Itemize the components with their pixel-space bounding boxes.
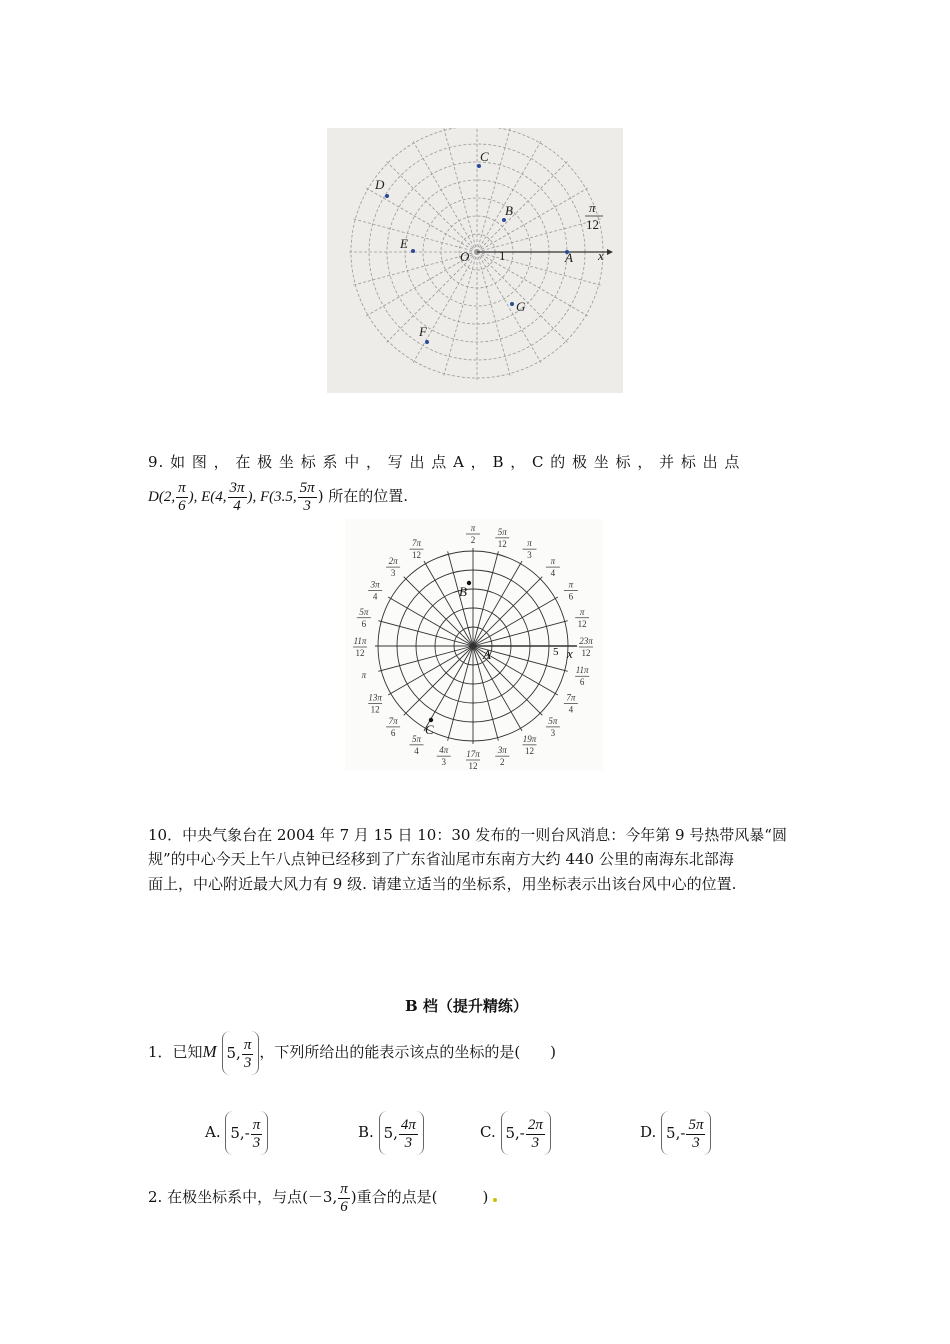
angle-label <box>437 745 451 767</box>
svg-text:3: 3 <box>441 757 447 768</box>
grid-ray <box>404 646 473 715</box>
angle-label <box>523 734 537 756</box>
svg-text:5π: 5π <box>411 733 422 744</box>
grid-ray <box>477 252 601 285</box>
label-O: O <box>460 249 470 264</box>
label-G: G <box>516 299 526 314</box>
qb2-suffix: )重合的点是( ) <box>350 1188 489 1206</box>
svg-text:π: π <box>579 606 585 617</box>
qb1-m: M <box>202 1042 217 1061</box>
svg-text:12: 12 <box>577 618 587 629</box>
svg-text:5π: 5π <box>548 715 558 726</box>
svg-text:7π: 7π <box>388 715 398 726</box>
angle-label <box>466 749 480 771</box>
label-x: x <box>598 248 604 263</box>
angle-12: 12 <box>586 217 599 232</box>
svg-text:11π: 11π <box>353 636 367 646</box>
qb1-option-d[interactable]: D. 5,- $\frac{5\pi}{3}$ <box>640 1110 711 1155</box>
grid-ray <box>477 252 568 343</box>
qb1-option-c[interactable]: C. 5,- $\frac{2\pi}{3}$ <box>480 1110 551 1155</box>
svg-text:6: 6 <box>579 677 585 688</box>
angle-label <box>495 745 509 767</box>
label-A: A <box>565 250 573 265</box>
svg-text:12: 12 <box>355 648 365 658</box>
angle-label <box>523 538 537 560</box>
q9-e: ), E(4, <box>188 489 227 505</box>
svg-text:5π: 5π <box>359 606 369 617</box>
svg-text:π: π <box>550 556 556 567</box>
label-B: B <box>505 203 513 218</box>
angle-label <box>386 716 400 738</box>
svg-text:11π: 11π <box>575 665 589 676</box>
svg-text:4: 4 <box>568 704 574 715</box>
qb1-suffix: ，下列所给出的能表示该点的坐标的是( ) <box>259 1043 557 1061</box>
polar-grid-figure-1 <box>327 128 623 393</box>
q9-d: D(2, <box>148 489 176 505</box>
grid-ray <box>353 219 477 252</box>
label-C2: C <box>425 722 434 737</box>
angle-label <box>564 580 578 602</box>
svg-text:12: 12 <box>468 761 478 771</box>
qb2-prefix: 2. 在极坐标系中，与点(－3, <box>148 1188 338 1206</box>
label-E: E <box>400 236 408 251</box>
q10-line3: 面上，中心附近最大风力有 9 级. 请建立适当的坐标系，用坐标表示出该台风中心的位置. <box>148 875 737 893</box>
svg-text:4π: 4π <box>439 745 449 756</box>
q9-d-frac: $\frac{\pi}{6}$ <box>178 479 186 514</box>
section-b-title: B 档（提升精练） <box>405 997 528 1015</box>
label-D: D <box>375 177 385 192</box>
svg-text:12: 12 <box>370 704 380 715</box>
qb1-prefix: 1．已知 <box>148 1043 203 1061</box>
grid-ray <box>444 128 477 252</box>
svg-text:6: 6 <box>390 727 396 738</box>
svg-text:13π: 13π <box>368 692 382 703</box>
grid-ray <box>473 577 542 646</box>
q10-line1: 10．中央气象台在 2004 年 7 月 15 日 10：30 发布的一则台风消息：今年第 9 号热带风暴“圆 <box>148 826 787 844</box>
qb2-frac: $\frac{\pi}{6}$ <box>340 1180 348 1215</box>
grid-ray <box>477 219 601 252</box>
q9-tail: ) 所在的位置. <box>317 487 409 505</box>
decorative-dot <box>493 1198 497 1202</box>
q9-number: 9. <box>148 453 165 471</box>
angle-label <box>575 607 589 629</box>
angle-label <box>353 636 367 658</box>
q9-text: 如 图 ， 在 极 坐 标 系 中 ， 写 出 点 A ， B ， C 的 极 坐 标 ， 并 标 出 点 <box>170 453 741 471</box>
svg-text:3: 3 <box>390 568 396 579</box>
svg-text:3: 3 <box>550 727 556 738</box>
svg-text:3: 3 <box>527 550 532 561</box>
grid-ray <box>444 252 477 376</box>
qb1-option-a[interactable]: A. 5,- $\frac{\pi}{3}$ <box>205 1110 268 1155</box>
svg-text:4: 4 <box>414 745 419 756</box>
angle-label <box>575 665 589 687</box>
angle-label <box>386 556 400 578</box>
angle-label <box>362 670 367 680</box>
svg-text:5π: 5π <box>497 526 507 537</box>
angle-label <box>564 693 578 715</box>
qb1-stem <box>148 1030 556 1075</box>
svg-text:2: 2 <box>499 757 505 768</box>
angle-label <box>546 716 560 738</box>
label-F: F <box>419 324 427 339</box>
label-C: C <box>480 149 489 164</box>
svg-text:6: 6 <box>568 591 574 602</box>
label-B2: B <box>459 584 467 599</box>
svg-text:2π: 2π <box>388 556 398 567</box>
svg-text:2: 2 <box>470 535 476 545</box>
angle-label <box>410 734 424 756</box>
qb1-option-b[interactable]: B. 5, $\frac{4\pi}{3}$ <box>358 1110 424 1155</box>
label-1: 1 <box>499 248 506 263</box>
svg-text:12: 12 <box>412 550 421 561</box>
angle-pi: π <box>589 200 596 215</box>
q10-line2: 规”的中心今天上午八点钟已经移到了广东省汕尾市东南方大约 440 公里的南海东北部海 <box>148 850 734 868</box>
svg-text:6: 6 <box>361 618 367 629</box>
svg-text:12: 12 <box>525 745 534 756</box>
q9-line1 <box>148 450 740 474</box>
svg-text:3π: 3π <box>370 579 380 590</box>
label-A2: A <box>483 647 491 662</box>
qb2-stem <box>148 1175 497 1219</box>
angle-label <box>495 527 509 549</box>
svg-text:4: 4 <box>550 568 556 579</box>
qb1-m-coord: 5, $\frac{\pi}{3}$ <box>222 1031 260 1075</box>
svg-text:3π: 3π <box>497 745 507 756</box>
angle-label <box>368 693 382 715</box>
svg-text:12: 12 <box>581 648 591 658</box>
svg-text:4: 4 <box>372 591 378 602</box>
angle-label <box>579 636 593 658</box>
svg-text:π: π <box>568 579 574 590</box>
label-5: 5 <box>553 646 559 658</box>
angle-label <box>466 523 480 545</box>
q9-line2 <box>148 476 408 517</box>
q9-e-frac: $\frac{3\pi}{4}$ <box>229 479 245 514</box>
svg-text:7π: 7π <box>566 692 576 703</box>
svg-text:7π: 7π <box>411 538 422 549</box>
svg-text:23π: 23π <box>579 636 593 646</box>
angle-label <box>368 580 382 602</box>
svg-text:17π: 17π <box>466 749 480 759</box>
svg-text:π: π <box>470 523 476 533</box>
grid-ray <box>386 252 477 343</box>
label-x2: x <box>567 646 573 661</box>
svg-text:π: π <box>527 538 532 549</box>
angle-label <box>357 607 371 629</box>
grid-ray <box>477 252 510 376</box>
angle-label <box>410 538 424 560</box>
polar-grid-figure-2 <box>345 519 603 771</box>
svg-text:π: π <box>361 670 367 681</box>
svg-text:19π: 19π <box>522 733 537 744</box>
q9-f-frac: $\frac{5\pi}{3}$ <box>299 479 315 514</box>
grid-ray <box>353 252 477 285</box>
q9-f: ), F(3.5, <box>247 489 297 505</box>
angle-label <box>546 556 560 578</box>
grid-ray <box>477 128 510 252</box>
grid-ray <box>477 161 568 252</box>
svg-text:12: 12 <box>497 538 507 549</box>
